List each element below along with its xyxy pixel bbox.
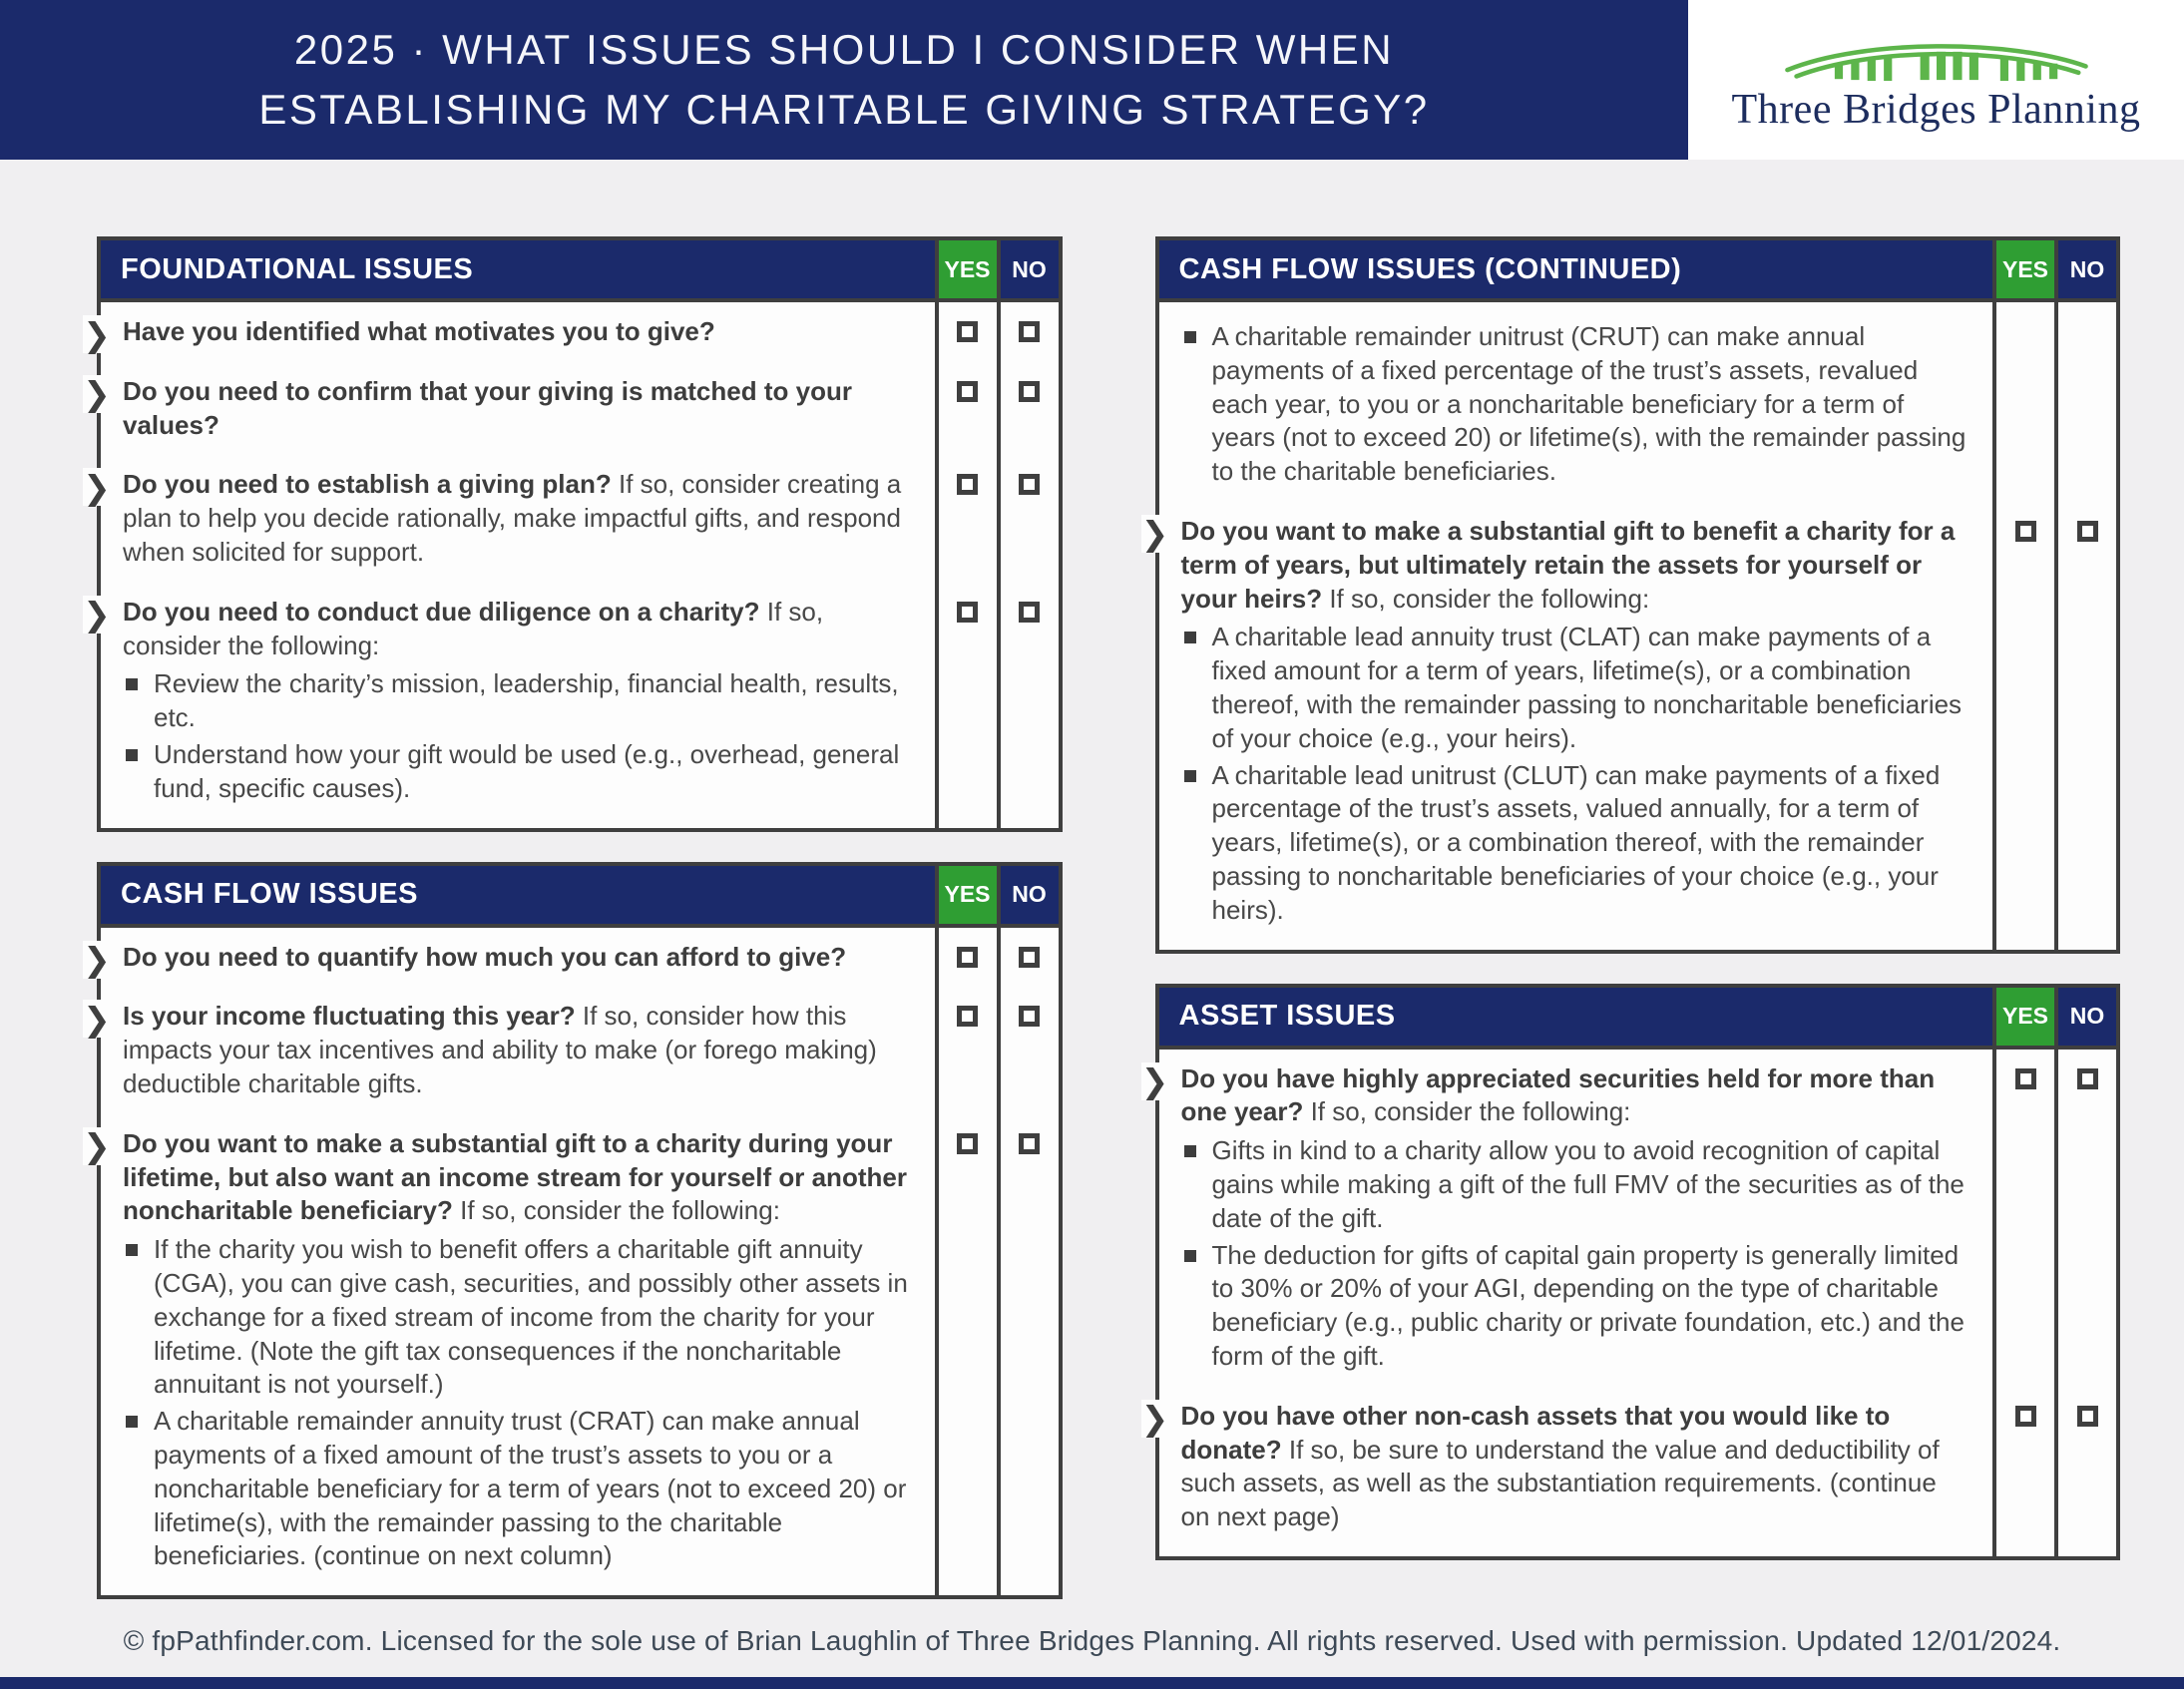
content-area xyxy=(83,236,2120,1599)
yes-column-cell xyxy=(1992,1387,2054,1556)
yes-column-cell xyxy=(1992,1050,2054,1387)
no-column-cell xyxy=(997,987,1059,1113)
no-column-cell xyxy=(997,928,1059,988)
yes-checkbox[interactable] xyxy=(2015,521,2036,542)
bullet-list xyxy=(1181,1134,1971,1374)
yes-header-cell: YES xyxy=(1992,240,2054,298)
panel-header xyxy=(1159,988,2117,1050)
no-header-cell: NO xyxy=(997,240,1059,298)
question-lead: Do you want to make a substantial gift to a charity during your lifetime, but also want an income stream for yourself or another noncharitable beneficiary? xyxy=(123,1127,907,1226)
no-checkbox[interactable] xyxy=(2077,1068,2098,1089)
question-row xyxy=(83,362,1059,456)
question-row xyxy=(83,302,1059,362)
panel-cash-flow-issues-continued xyxy=(1140,236,2121,954)
question-lead: Do you need to quantify how much you can afford to give? xyxy=(123,941,847,972)
yes-checkbox[interactable] xyxy=(957,381,978,402)
no-checkbox[interactable] xyxy=(1019,602,1040,623)
question-text xyxy=(101,362,935,456)
bullet-item xyxy=(1181,320,1971,489)
question-text xyxy=(101,928,935,988)
page-title-line-2: ESTABLISHING MY CHARITABLE GIVING STRATEGY? xyxy=(258,86,1430,133)
bullet-list xyxy=(123,667,913,805)
no-checkbox[interactable] xyxy=(2077,521,2098,542)
no-header-cell: NO xyxy=(997,866,1059,924)
bullet-item xyxy=(123,1233,913,1402)
company-logo xyxy=(1688,0,2184,160)
no-column-cell xyxy=(2054,302,2116,502)
yes-checkbox[interactable] xyxy=(957,947,978,968)
no-checkbox[interactable] xyxy=(1019,947,1040,968)
no-column-cell xyxy=(2054,502,2116,950)
question-lead: Do you need to establish a giving plan? xyxy=(123,469,612,500)
yes-checkbox[interactable] xyxy=(957,1006,978,1027)
question-detail: If so, consider the following: xyxy=(1310,1096,1631,1127)
chevron-icon: ❯ xyxy=(1140,515,1169,553)
no-checkbox[interactable] xyxy=(1019,321,1040,342)
yes-column-cell xyxy=(935,928,997,988)
yes-column-cell xyxy=(935,987,997,1113)
panel-asset-issues xyxy=(1140,984,2121,1560)
panel-header xyxy=(101,240,1059,302)
no-column-cell xyxy=(997,583,1059,828)
yes-header-cell: YES xyxy=(1992,988,2054,1046)
panel-title: ASSET ISSUES xyxy=(1178,1000,1396,1033)
yes-header-cell: YES xyxy=(935,866,997,924)
panel-header xyxy=(101,866,1059,928)
question-text xyxy=(1159,1050,1993,1387)
question-text xyxy=(101,302,935,362)
chevron-icon: ❯ xyxy=(83,1127,111,1165)
no-checkbox[interactable] xyxy=(1019,474,1040,495)
question-row xyxy=(1140,502,2117,950)
question-lead: Have you identified what motivates you to give? xyxy=(123,316,715,346)
page-title xyxy=(0,0,1688,160)
question-detail: If so, consider the following: xyxy=(123,596,824,660)
continuation-row xyxy=(1159,302,2117,502)
left-column xyxy=(83,236,1063,1599)
right-column xyxy=(1140,236,2121,1560)
question-lead: Do you have highly appreciated securities held for more than one year? xyxy=(1180,1062,1936,1127)
yes-checkbox[interactable] xyxy=(2015,1406,2036,1427)
page-title-line-1: 2025 · WHAT ISSUES SHOULD I CONSIDER WHEN xyxy=(293,26,1395,73)
chevron-icon: ❯ xyxy=(1140,1400,1169,1438)
question-text xyxy=(101,987,935,1113)
no-header-cell: NO xyxy=(2054,240,2116,298)
bullet-item xyxy=(123,738,913,806)
no-column-cell xyxy=(2054,1050,2116,1387)
bullet-item xyxy=(1181,1239,1971,1374)
bullet-item xyxy=(1181,621,1971,755)
question-detail: If so, consider creating a plan to help you decide rationally, make impactful gifts, and respond when solicited for support. xyxy=(123,469,902,567)
chevron-icon: ❯ xyxy=(83,315,111,353)
yes-column-cell xyxy=(1992,302,2054,502)
panel-title: CASH FLOW ISSUES (CONTINUED) xyxy=(1178,252,1682,285)
bullet-text: A charitable lead annuity trust (CLAT) can make payments of a fixed amount for a term of years, lifetime(s), or a combination thereof, with the remainder passing to noncharitable beneficiaries of your choice (e.g., your heirs). xyxy=(1211,622,1963,753)
bullet-item xyxy=(1181,759,1971,928)
question-row xyxy=(83,928,1059,988)
panel-title: FOUNDATIONAL ISSUES xyxy=(121,252,474,285)
question-lead: Do you need to confirm that your giving is matched to your values? xyxy=(123,375,852,440)
yes-column-cell xyxy=(935,583,997,828)
bullet-text: A charitable remainder annuity trust (CRAT) can make annual payments of a fixed amount of the trust’s assets to you or a noncharitable beneficiary for a term of years (not to exceed 20) or lifetime(s), with the remainder passing to the charitable beneficiaries. (continue on next column) xyxy=(154,1406,907,1571)
yes-checkbox[interactable] xyxy=(957,474,978,495)
bullet-text: Gifts in kind to a charity allow you to avoid recognition of capital gains while making a gift of the full FMV of the securities as of the date of the gift. xyxy=(1211,1135,1965,1233)
bullet-text: Review the charity’s mission, leadership, financial health, results, etc. xyxy=(154,668,899,733)
bullet-text: The deduction for gifts of capital gain property is generally limited to 30% or 20% of your AGI, depending on the type of charitable beneficiary (e.g., public charity or private foundation, etc.) and the form of the gift. xyxy=(1211,1239,1965,1371)
bullet-item xyxy=(1181,1134,1971,1235)
bullet-item xyxy=(123,1405,913,1573)
footer-text: © fpPathfinder.com. Licensed for the sole use of Brian Laughlin of Three Bridges Planning. All rights reserved. Used with permission. Updated 12/01/2024. xyxy=(123,1625,2061,1656)
bullet-list xyxy=(1181,320,1971,489)
bullet-text: Understand how your gift would be used (e.g., overhead, general fund, specific causes). xyxy=(154,738,900,803)
no-column-cell xyxy=(997,362,1059,456)
chevron-icon: ❯ xyxy=(83,1000,111,1038)
panel-title: CASH FLOW ISSUES xyxy=(121,878,419,911)
yes-column-cell xyxy=(935,1114,997,1595)
chevron-icon: ❯ xyxy=(83,468,111,506)
no-column-cell xyxy=(997,1114,1059,1595)
bullet-text: A charitable lead unitrust (CLUT) can make payments of a fixed percentage of the trust’s assets, valued annually, for a term of years, lifetime(s), or a combination thereof, with the remainder passing to noncharitable beneficiaries of your choice (e.g., your heirs). xyxy=(1211,759,1941,925)
logo-text: Three Bridges Planning xyxy=(1731,86,2141,133)
question-text xyxy=(1159,302,1993,502)
bullet-list xyxy=(123,1233,913,1573)
question-detail: If so, consider the following: xyxy=(460,1195,780,1226)
question-row xyxy=(83,583,1059,828)
question-lead: Do you want to make a substantial gift to benefit a charity for a term of years, but ultimately retain the assets for yourself or your heirs? xyxy=(1180,515,1956,614)
no-checkbox[interactable] xyxy=(1019,1133,1040,1154)
no-header-cell: NO xyxy=(2054,988,2116,1046)
chevron-icon: ❯ xyxy=(83,596,111,633)
no-checkbox[interactable] xyxy=(1019,1006,1040,1027)
question-lead: Do you need to conduct due diligence on a charity? xyxy=(123,596,760,627)
question-lead: Do you have other non-cash assets that you would like to donate? xyxy=(1180,1400,1891,1465)
question-text xyxy=(101,583,935,828)
question-detail: If so, consider how this impacts your tax incentives and ability to make (or forego making) deductible charitable gifts. xyxy=(123,1001,877,1098)
no-column-cell xyxy=(997,455,1059,582)
question-text xyxy=(101,1114,935,1595)
panel-foundational-issues xyxy=(83,236,1063,832)
yes-column-cell xyxy=(1992,502,2054,950)
yes-header-cell: YES xyxy=(935,240,997,298)
bullet-item xyxy=(123,667,913,735)
no-checkbox[interactable] xyxy=(1019,381,1040,402)
no-checkbox[interactable] xyxy=(2077,1406,2098,1427)
question-text xyxy=(1159,1387,1993,1556)
question-row xyxy=(1140,1387,2117,1556)
no-column-cell xyxy=(2054,1387,2116,1556)
no-column-cell xyxy=(997,302,1059,362)
chevron-icon: ❯ xyxy=(83,941,111,979)
bottom-bar xyxy=(0,1677,2184,1689)
yes-checkbox[interactable] xyxy=(957,1133,978,1154)
yes-checkbox[interactable] xyxy=(957,602,978,623)
question-text xyxy=(1159,502,1993,950)
question-lead: Is your income fluctuating this year? xyxy=(123,1001,576,1032)
question-detail: If so, consider the following: xyxy=(1329,583,1650,614)
question-detail: If so, be sure to understand the value and deductibility of such assets, as well as the substantiation requirements. (continue on next page) xyxy=(1180,1434,1940,1532)
yes-checkbox[interactable] xyxy=(2015,1068,2036,1089)
yes-column-cell xyxy=(935,455,997,582)
bullet-text: If the charity you wish to benefit offers a charitable gift annuity (CGA), you can give cash, securities, and possibly other assets in exchange for a fixed stream of income from the charity for your lifetime. (Note the gift tax consequences if the noncharitable annuitant is not yourself.) xyxy=(154,1234,908,1400)
chevron-icon: ❯ xyxy=(1140,1062,1169,1100)
panel-cash-flow-issues xyxy=(83,862,1063,1600)
question-row xyxy=(83,455,1059,582)
yes-column-cell xyxy=(935,362,997,456)
question-row xyxy=(83,987,1059,1113)
yes-checkbox[interactable] xyxy=(957,321,978,342)
bullet-text: A charitable remainder unitrust (CRUT) can make annual payments of a fixed percentage of the trust’s assets, revalued each year, to you or a noncharitable beneficiary for a term of years (not to exceed 20) or lifetime(s), with the remainder passing to the charitable beneficiaries. xyxy=(1211,321,1966,487)
bullet-list xyxy=(1181,621,1971,927)
panel-header xyxy=(1159,240,2117,302)
chevron-icon: ❯ xyxy=(83,375,111,413)
bridge-icon xyxy=(1782,27,2091,84)
question-row xyxy=(83,1114,1059,1595)
yes-column-cell xyxy=(935,302,997,362)
question-text xyxy=(101,455,935,582)
question-row xyxy=(1140,1050,2117,1387)
